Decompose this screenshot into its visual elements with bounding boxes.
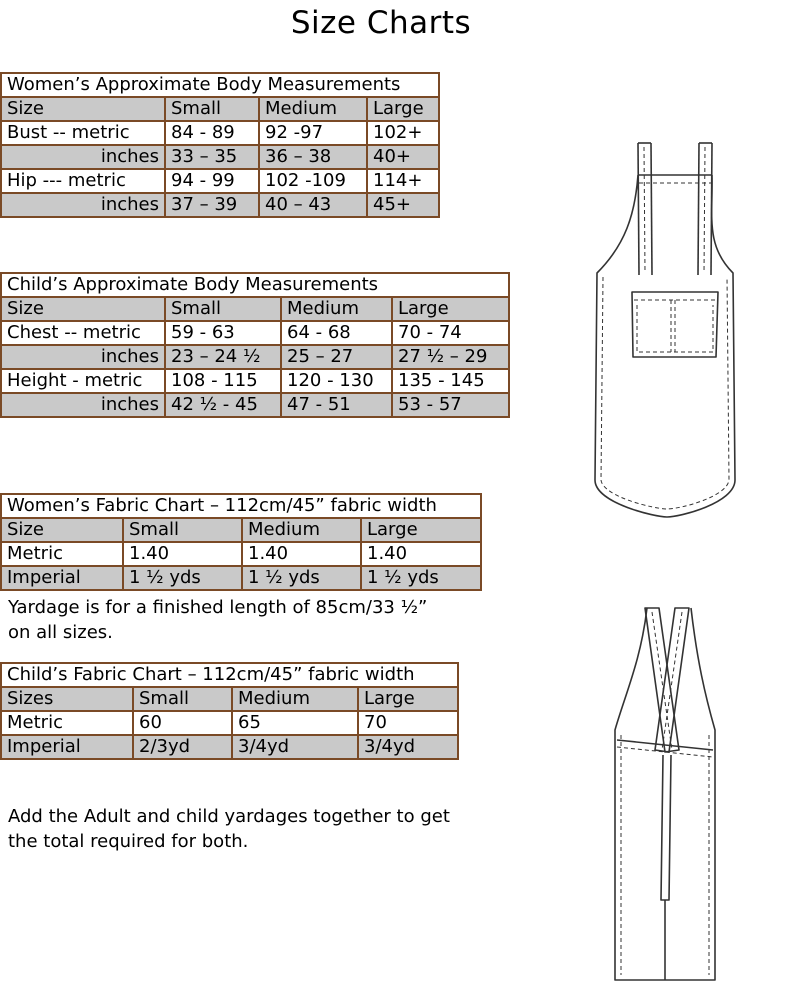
row-label: Imperial bbox=[1, 566, 123, 590]
table-cell: 92 -97 bbox=[259, 121, 367, 145]
table-cell: 70 bbox=[358, 711, 458, 735]
child-fabric-chart bbox=[0, 662, 459, 760]
child-body-chart bbox=[0, 272, 510, 418]
row-label: Metric bbox=[1, 711, 133, 735]
table-cell: 37 – 39 bbox=[165, 193, 259, 217]
table-cell: 135 - 145 bbox=[392, 369, 509, 393]
women-fabric-caption: Women’s Fabric Chart – 112cm/45” fabric width bbox=[1, 494, 481, 518]
row-label: inches bbox=[1, 345, 165, 369]
page-title: Size Charts bbox=[290, 5, 472, 41]
header-cell: Size bbox=[1, 97, 165, 121]
total-note-line: Add the Adult and child yardages together to get bbox=[8, 806, 450, 827]
header-cell: Large bbox=[367, 97, 439, 121]
yardage-note-line: Yardage is for a finished length of 85cm/33 ½” bbox=[8, 597, 428, 618]
header-cell: Medium bbox=[242, 518, 361, 542]
table-cell: 3/4yd bbox=[358, 735, 458, 759]
table-cell: 1.40 bbox=[123, 542, 242, 566]
row-label: Height - metric bbox=[1, 369, 165, 393]
header-cell: Small bbox=[165, 97, 259, 121]
header-cell: Small bbox=[165, 297, 281, 321]
header-cell: Sizes bbox=[1, 687, 133, 711]
table-cell: 1.40 bbox=[361, 542, 481, 566]
table-cell: 60 bbox=[133, 711, 232, 735]
table-cell: 1.40 bbox=[242, 542, 361, 566]
table-cell: 36 – 38 bbox=[259, 145, 367, 169]
table-cell: 23 – 24 ½ bbox=[165, 345, 281, 369]
table-cell: 94 - 99 bbox=[165, 169, 259, 193]
header-cell: Medium bbox=[281, 297, 392, 321]
table-cell: 27 ½ – 29 bbox=[392, 345, 509, 369]
header-cell: Medium bbox=[259, 97, 367, 121]
table-cell: 1 ½ yds bbox=[123, 566, 242, 590]
total-note bbox=[8, 804, 450, 854]
header-cell: Small bbox=[123, 518, 242, 542]
yardage-note-line: on all sizes. bbox=[8, 622, 113, 643]
row-label: inches bbox=[1, 193, 165, 217]
total-note-line: the total required for both. bbox=[8, 831, 249, 852]
table-cell: 59 - 63 bbox=[165, 321, 281, 345]
row-label: inches bbox=[1, 145, 165, 169]
row-label: Metric bbox=[1, 542, 123, 566]
table-cell: 42 ½ - 45 bbox=[165, 393, 281, 417]
women-body-chart bbox=[0, 72, 440, 218]
table-cell: 1 ½ yds bbox=[242, 566, 361, 590]
table-cell: 33 – 35 bbox=[165, 145, 259, 169]
table-cell: 45+ bbox=[367, 193, 439, 217]
table-cell: 64 - 68 bbox=[281, 321, 392, 345]
table-cell: 53 - 57 bbox=[392, 393, 509, 417]
header-cell: Size bbox=[1, 518, 123, 542]
child-fabric-caption: Child’s Fabric Chart – 112cm/45” fabric width bbox=[1, 663, 458, 687]
table-cell: 1 ½ yds bbox=[361, 566, 481, 590]
header-cell: Small bbox=[133, 687, 232, 711]
header-cell: Large bbox=[358, 687, 458, 711]
header-cell: Large bbox=[361, 518, 481, 542]
apron-front-illustration bbox=[585, 135, 745, 525]
table-cell: 120 - 130 bbox=[281, 369, 392, 393]
women-fabric-chart bbox=[0, 493, 482, 591]
table-cell: 47 - 51 bbox=[281, 393, 392, 417]
yardage-note bbox=[8, 595, 427, 645]
table-cell: 25 – 27 bbox=[281, 345, 392, 369]
header-cell: Size bbox=[1, 297, 165, 321]
table-cell: 40 – 43 bbox=[259, 193, 367, 217]
header-cell: Large bbox=[392, 297, 509, 321]
header-cell: Medium bbox=[232, 687, 358, 711]
row-label: Bust -- metric bbox=[1, 121, 165, 145]
table-cell: 102+ bbox=[367, 121, 439, 145]
table-cell: 102 -109 bbox=[259, 169, 367, 193]
table-cell: 70 - 74 bbox=[392, 321, 509, 345]
table-cell: 3/4yd bbox=[232, 735, 358, 759]
table-cell: 108 - 115 bbox=[165, 369, 281, 393]
row-label: Imperial bbox=[1, 735, 133, 759]
child-body-caption: Child’s Approximate Body Measurements bbox=[1, 273, 509, 297]
apron-back-illustration bbox=[605, 600, 725, 992]
row-label: inches bbox=[1, 393, 165, 417]
table-cell: 2/3yd bbox=[133, 735, 232, 759]
table-cell: 65 bbox=[232, 711, 358, 735]
row-label: Chest -- metric bbox=[1, 321, 165, 345]
women-body-caption: Women’s Approximate Body Measurements bbox=[1, 73, 439, 97]
table-cell: 84 - 89 bbox=[165, 121, 259, 145]
table-cell: 114+ bbox=[367, 169, 439, 193]
row-label: Hip --- metric bbox=[1, 169, 165, 193]
table-cell: 40+ bbox=[367, 145, 439, 169]
